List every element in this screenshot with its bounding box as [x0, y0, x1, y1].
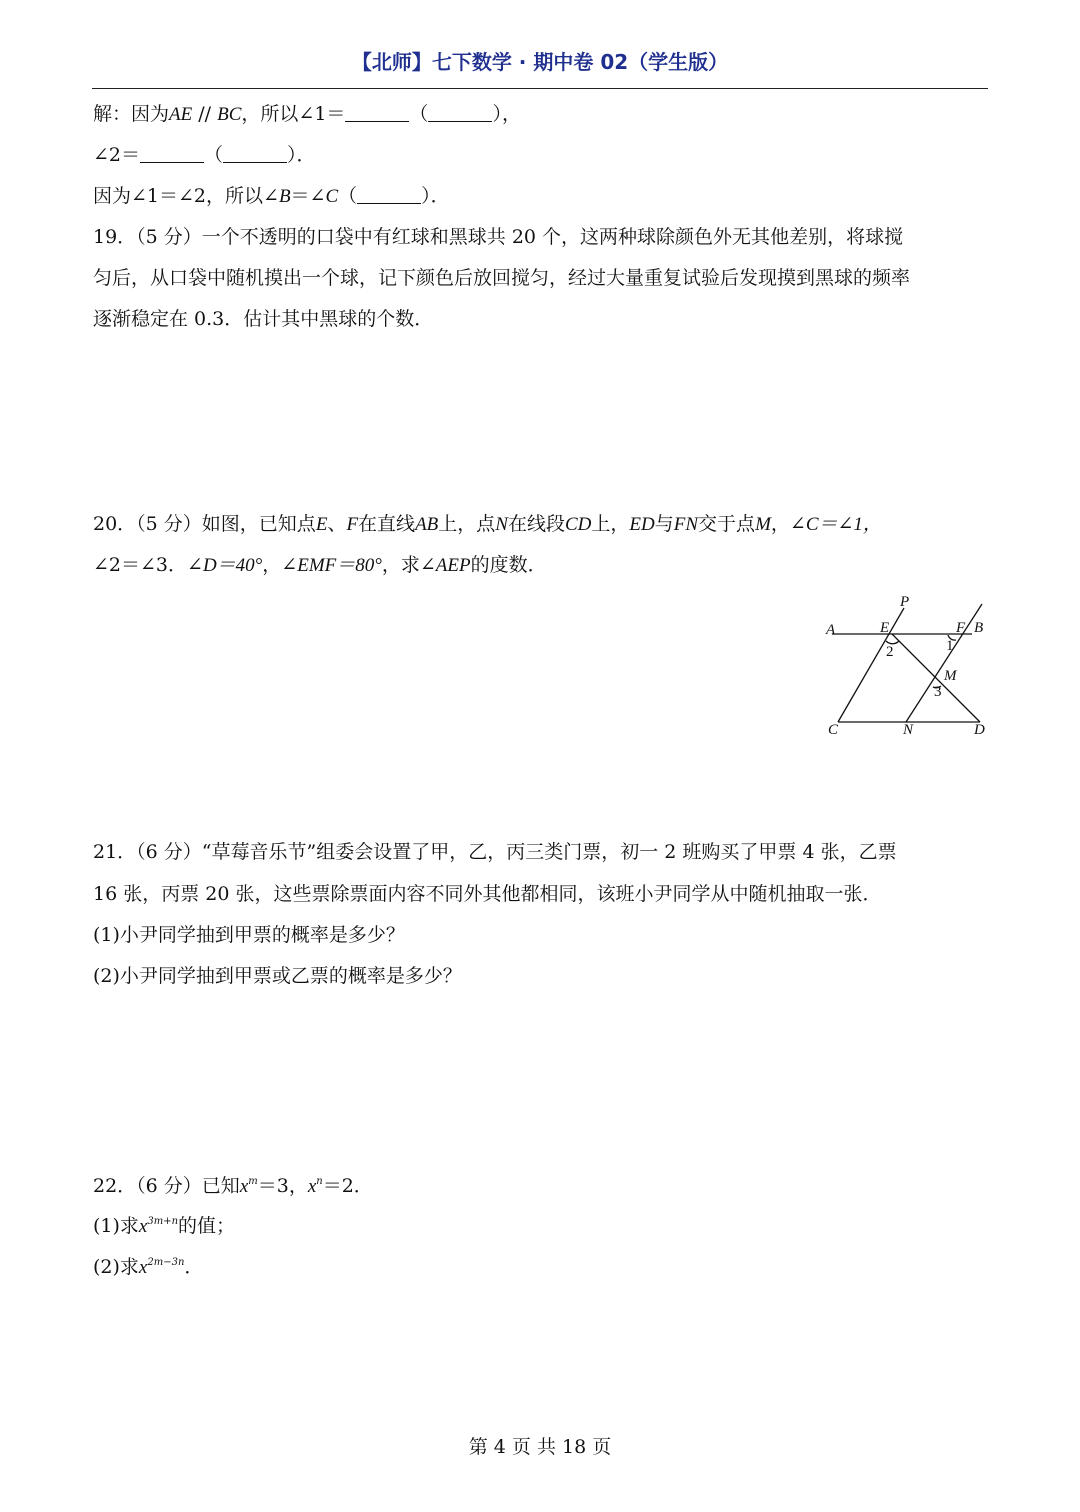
segment-cd: CD — [565, 514, 592, 535]
q20-text: 的度数． — [470, 554, 547, 576]
q20-text: 在线段 — [507, 513, 565, 535]
q22-text: ＝2． — [322, 1175, 373, 1197]
q18-line-2 — [93, 143, 316, 167]
q21-sub-2: (2)小尹同学抽到甲票或乙票的概率是多少？ — [93, 965, 462, 987]
q22-text: ． — [184, 1256, 204, 1278]
q18-text: 因为∠1＝∠2，所以∠ — [93, 185, 279, 207]
header-divider — [92, 88, 988, 89]
label-a: A — [826, 622, 836, 638]
segment-fn — [906, 604, 982, 722]
q22-text: 22．（6 分）已知 — [93, 1175, 240, 1197]
q20-text: ∠2＝∠3． — [93, 554, 188, 576]
angle-c-eq-angle-1: ∠C＝∠1， — [789, 514, 882, 535]
label-p: P — [900, 594, 910, 610]
reason-blank[interactable] — [428, 105, 492, 122]
q18-text: （ — [204, 144, 224, 166]
reason-blank[interactable] — [223, 146, 287, 163]
q20-text: ，求 — [381, 554, 420, 576]
point-n: N — [495, 514, 508, 535]
geometry-figure — [820, 590, 1000, 740]
q18-text: ）． — [287, 144, 316, 166]
q19-line-1: 19．（5 分）一个不透明的口袋中有红球和黑球共 20 个，这两种球除颜色外无其他差别，将球搅 — [93, 226, 904, 248]
exponent-2m-minus-3n: 2m−3n — [147, 1257, 185, 1268]
exponent-m: m — [248, 1176, 258, 1187]
q18-text: 解：因为 — [93, 103, 170, 125]
page-header-title: 【北师】七下数学 · 期中卷 02（学生版） — [351, 50, 729, 74]
label-angle-2: 2 — [886, 644, 894, 660]
reason-blank[interactable] — [357, 187, 421, 204]
q18-text: ）， — [492, 103, 521, 125]
q20-text: ， — [770, 513, 790, 535]
line-ab: AB — [415, 514, 439, 535]
q20-text: 20．（5 分）如图，已知点 — [93, 513, 316, 535]
point-f: F — [346, 514, 359, 535]
answer-blank[interactable] — [345, 105, 409, 122]
var-x: x — [138, 1257, 148, 1278]
label-angle-3: 3 — [934, 684, 942, 700]
q22-text: (2)求 — [93, 1256, 139, 1278]
q21-sub-1: (1)小尹同学抽到甲票的概率是多少？ — [93, 924, 405, 946]
q22-sub-2 — [93, 1251, 203, 1280]
q18-text: （ — [338, 185, 358, 207]
q20-text: 、 — [327, 513, 347, 535]
q19-line-3: 逐渐稳定在 0.3．估计其中黑球的个数． — [93, 308, 434, 330]
answer-blank[interactable] — [140, 146, 204, 163]
label-e: E — [880, 620, 890, 636]
q22-sub-1 — [93, 1210, 235, 1239]
q20-line-2 — [93, 553, 547, 578]
point-m: M — [755, 514, 771, 535]
line-cp — [838, 608, 904, 722]
label-b: B — [974, 620, 984, 636]
q18-text: ）． — [421, 185, 450, 207]
q20-line-1 — [93, 512, 882, 537]
label-d: D — [974, 722, 985, 738]
var-x: x — [138, 1216, 148, 1237]
q18-text: ∠2＝ — [93, 144, 141, 166]
q20-text: 交于点 — [698, 513, 756, 535]
angle-aep: ∠AEP — [419, 555, 471, 576]
segment-fn: FN — [673, 514, 699, 535]
q18-line-1 — [93, 102, 521, 127]
label-c: C — [828, 722, 839, 738]
angle-c: C — [325, 186, 339, 207]
angle-b: B — [278, 186, 291, 207]
q19-line-2: 匀后，从口袋中随机摸出一个球，记下颜色后放回搅匀，经过大量重复试验后发现摸到黑球的频率 — [93, 267, 911, 289]
label-m: M — [944, 668, 957, 684]
q22-text: (1)求 — [93, 1215, 139, 1237]
q18-line-3 — [93, 184, 450, 209]
q18-text: （ — [409, 103, 429, 125]
q22-text: ＝3， — [257, 1175, 308, 1197]
segment-ed: ED — [629, 514, 655, 535]
segment-ae: AE — [169, 104, 193, 125]
var-x: x — [239, 1176, 249, 1197]
var-x: x — [307, 1176, 317, 1197]
angle-emf-value: ∠EMF＝80° — [281, 555, 382, 576]
label-angle-1: 1 — [946, 638, 954, 654]
angle-d-value: ∠D＝40° — [187, 555, 263, 576]
exponent-3m-plus-n: 3m+n — [147, 1216, 179, 1227]
q20-text: 上，点 — [438, 513, 496, 535]
q18-text: ，所以∠1＝ — [241, 103, 346, 125]
q22-text: 的值； — [178, 1215, 236, 1237]
label-f: F — [956, 620, 966, 636]
q20-text: 与 — [654, 513, 674, 535]
segment-bc: BC — [217, 104, 242, 125]
q20-text: 在直线 — [358, 513, 416, 535]
point-e: E — [315, 514, 328, 535]
q20-text: 上， — [591, 513, 630, 535]
label-n: N — [903, 722, 914, 738]
q21-line-1: 21．（6 分）“草莓音乐节”组委会设置了甲，乙，丙三类门票，初一 2 班购买了甲票 4 张，乙票 — [93, 841, 897, 863]
q21-line-2: 16 张，丙票 20 张，这些票除票面内容不同外其他都相同，该班小尹同学从中随机抽取一张． — [93, 883, 882, 905]
exponent-n: n — [316, 1176, 323, 1187]
segment-ed — [892, 634, 980, 722]
q20-text: ， — [262, 554, 282, 576]
page-footer: 第 4 页 共 18 页 — [468, 1436, 612, 1458]
parallel-symbol: // — [192, 103, 218, 125]
q18-text: ＝∠ — [290, 185, 326, 207]
q22-line-1 — [93, 1170, 373, 1199]
